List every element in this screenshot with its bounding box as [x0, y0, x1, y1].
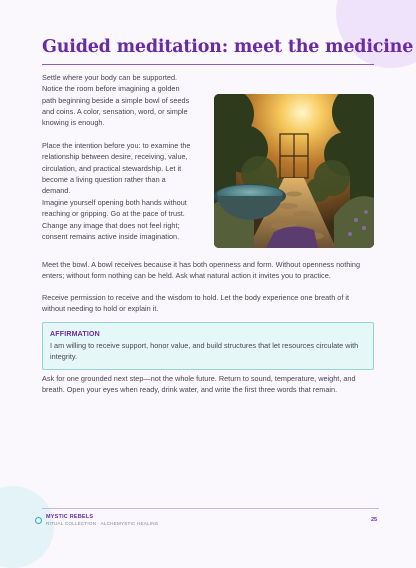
corner-decoration-bottom — [0, 486, 54, 568]
footer-divider — [42, 508, 379, 509]
garden-path-bowl-image — [214, 94, 374, 248]
paragraph-next-step: Ask for one grounded next step—not the whole future. Return to sound, temperature, weight, and breath. Open your eyes when ready, drink water, and write the first three words that remain. — [42, 374, 356, 395]
paragraph-meet-bowl: Meet the bowl. A bowl receives because it has both openness and form. Without openness nothing enters; without form nothing can be held. Ask what natural action it invites you to practice. — [42, 260, 361, 281]
affirmation-callout — [42, 322, 374, 370]
page-title: Guided meditation: meet the medicine — [42, 37, 414, 57]
affirmation-text: I am willing to receive support, honor value, and build structures that let resources circulate with integrity. — [50, 341, 359, 362]
footer-subtitle: RITUAL COLLECTION · ALCHEMYSTIC HEALING — [46, 521, 159, 526]
title-divider — [42, 64, 374, 65]
page-number: 25 — [371, 517, 378, 523]
affirmation-label: AFFIRMATION — [50, 331, 100, 338]
paragraph-open-hands: Imagine yourself opening both hands without reaching or gripping. Go at the pace of trust. Change any image that does not feel right; consent remains active inside imagination. — [42, 198, 187, 241]
paragraph-settle: Settle where your body can be supported. Notice the room before imagining a golden path beginning beside a simple bowl of seeds and coins. A color, sensation, word, or simple knowing is enough. — [42, 73, 190, 128]
paragraph-intention: Place the intention before you: to examine the relationship between desire, receiving, value, circulation, and practical stewardship. Let it become a living question rather than a demand. — [42, 141, 191, 196]
paragraph-receive-permission: Receive permission to receive and the wisdom to hold. Let the body experience one breath of it without needing to hold or explain it. — [42, 293, 350, 314]
footer-brand: MYSTIC REBELS — [46, 514, 94, 520]
corner-decoration-top — [336, 0, 416, 68]
circle-icon — [35, 517, 42, 524]
